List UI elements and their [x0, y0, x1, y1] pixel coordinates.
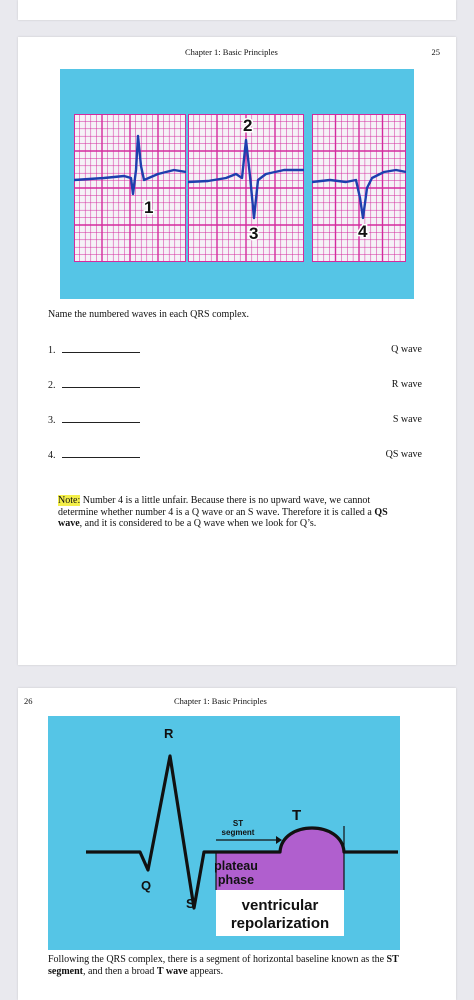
wave-label-1: 1	[144, 198, 154, 217]
answer-4: QS wave	[385, 449, 422, 460]
page-25	[18, 37, 456, 665]
answer-2: R wave	[391, 379, 422, 390]
qrs-figure	[60, 69, 414, 299]
answer-1: Q wave	[391, 344, 422, 355]
question-number: 2.	[48, 380, 56, 391]
question-2	[48, 379, 140, 391]
caption-paragraph	[48, 954, 428, 978]
answer-blank[interactable]	[62, 344, 140, 353]
wave-label-2: 2	[243, 116, 253, 135]
previous-page-fragment	[18, 0, 456, 20]
t-wave-fill	[280, 828, 344, 852]
page-26	[18, 688, 456, 1000]
note-text-2: , and it is considered to be a Q wave when we look for Q’s.	[79, 518, 317, 529]
note-bold: QS wave	[58, 506, 388, 529]
note-paragraph	[58, 495, 388, 530]
repol-label-2: repolarization	[230, 915, 330, 932]
answer-blank[interactable]	[62, 449, 140, 458]
question-1	[48, 344, 140, 356]
caption-text-1: Following the QRS complex, there is a segment of horizontal baseline known as the	[48, 954, 387, 965]
caption-bold-1: ST segment	[48, 954, 399, 977]
caption-text-3: appears.	[187, 966, 224, 977]
caption-text-2: , and then a broad	[83, 966, 157, 977]
answer-blank[interactable]	[62, 379, 140, 388]
question-number: 1.	[48, 345, 56, 356]
repol-label-1: ventricular	[241, 897, 319, 914]
running-header: Chapter 1: Basic Principles	[174, 696, 267, 706]
note-text-1: Number 4 is a little unfair. Because there is no upward wave, we cannot determine whether number 4 is a Q wave or an S wave. Therefore it is called a	[58, 495, 375, 518]
label-s: S	[186, 896, 195, 911]
st-label-2: segment	[221, 828, 255, 837]
wave-label-4: 4	[358, 222, 368, 241]
answer-3: S wave	[392, 414, 422, 425]
answer-blank[interactable]	[62, 414, 140, 423]
question-number: 4.	[48, 450, 56, 461]
label-r: R	[164, 726, 174, 741]
label-q: Q	[141, 878, 152, 893]
plateau-label-1: plateau	[214, 859, 258, 873]
st-label-1: ST	[232, 819, 244, 828]
plateau-label-2: phase	[217, 873, 255, 887]
page-number: 26	[24, 696, 33, 706]
caption-bold-2: T wave	[156, 966, 188, 977]
st-segment-diagram	[48, 716, 400, 950]
question-4	[48, 449, 140, 461]
note-label: Note:	[58, 495, 81, 506]
question-number: 3.	[48, 415, 56, 426]
question-3	[48, 414, 140, 426]
wave-label-3: 3	[249, 224, 259, 243]
running-header: Chapter 1: Basic Principles	[185, 47, 278, 57]
instruction-text: Name the numbered waves in each QRS complex.	[48, 309, 250, 320]
label-t: T	[292, 807, 302, 824]
page-number: 25	[431, 47, 440, 57]
